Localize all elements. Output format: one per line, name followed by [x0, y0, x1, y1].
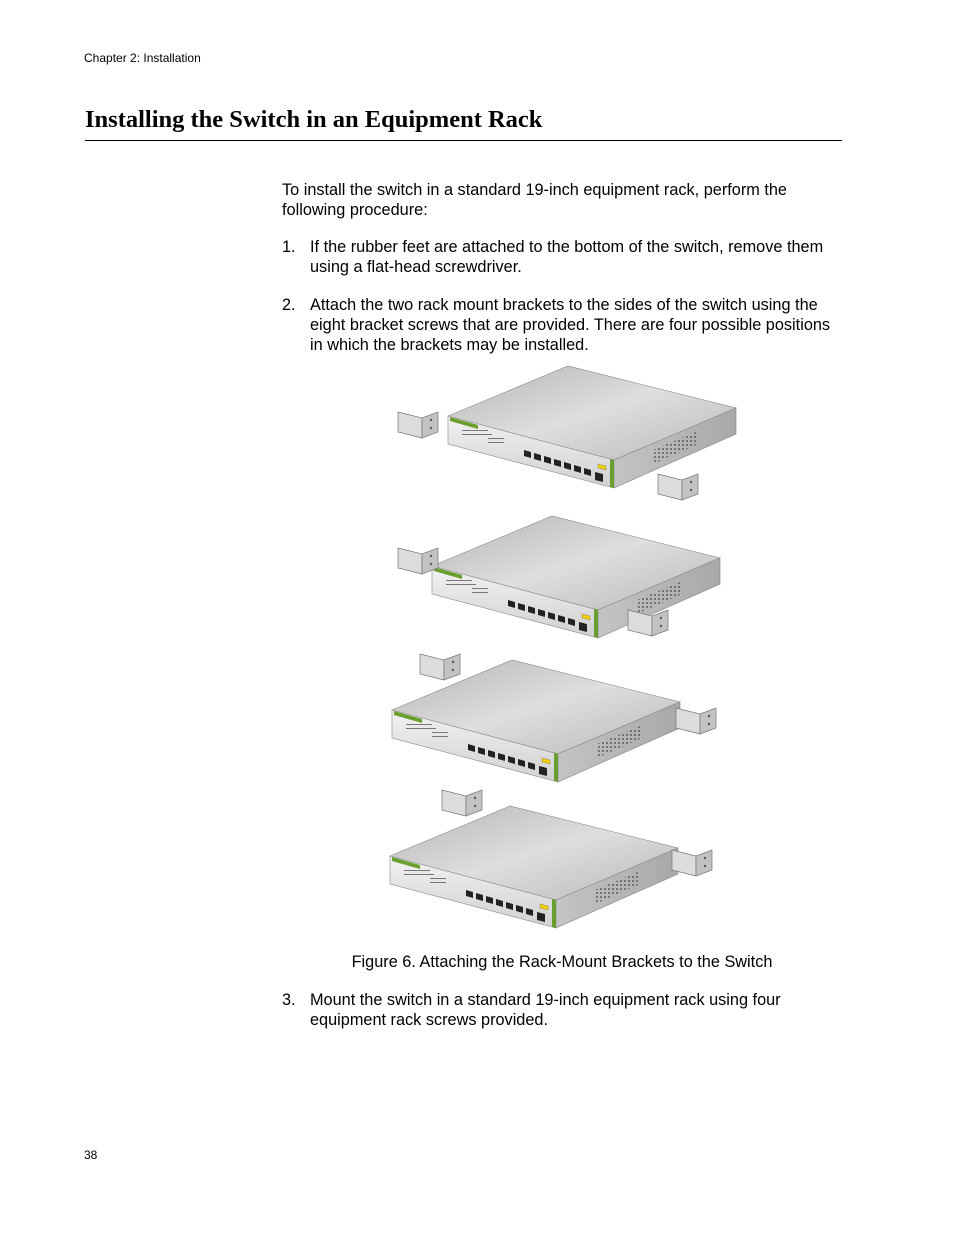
switch-position-1 [398, 366, 736, 500]
switch-position-3 [392, 654, 716, 782]
step-text: If the rubber feet are attached to the bottom of the switch, remove them using a flat-head screwdriver. [310, 238, 824, 276]
step-number: 1. [282, 238, 296, 256]
running-header: Chapter 2: Installation [84, 51, 201, 65]
intro-paragraph: To install the switch in a standard 19-inch equipment rack, perform the following procedure: [282, 181, 787, 219]
page-number: 38 [84, 1148, 98, 1162]
step-text: Attach the two rack mount brackets to the sides of the switch using the eight bracket screws that are provided. There are four possible positions in which the brackets may be installed. [310, 296, 831, 354]
figure-caption: Figure 6. Attaching the Rack-Mount Brackets to the Switch [351, 953, 773, 971]
title-rule [85, 140, 842, 141]
step-text: Mount the switch in a standard 19-inch equipment rack using four equipment rack screws provided. [310, 991, 781, 1029]
switch-position-4 [390, 790, 712, 928]
step-number: 3. [282, 991, 296, 1009]
switch-position-2 [398, 516, 720, 638]
rack-bracket-figure [378, 362, 738, 940]
section-title: Installing the Switch in an Equipment Rack [85, 106, 543, 133]
step-number: 2. [282, 296, 296, 314]
